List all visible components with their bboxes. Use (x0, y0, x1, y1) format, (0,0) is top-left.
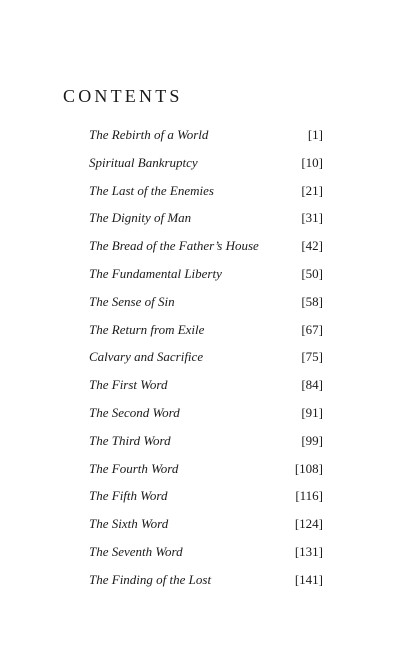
toc-entry-title: Calvary and Sacrifice (89, 349, 204, 365)
toc-entry[interactable] (89, 345, 323, 373)
toc-entry[interactable] (89, 151, 323, 179)
table-of-contents (89, 123, 323, 596)
toc-entry-title: The First Word (89, 377, 168, 393)
toc-entry-page: [91] (301, 404, 323, 420)
toc-entry-title: Spiritual Bankruptcy (89, 154, 198, 170)
toc-entry-page: [67] (301, 321, 323, 337)
toc-entry-page: [141] (294, 571, 323, 587)
toc-entry-title: The Fifth Word (89, 488, 168, 504)
toc-entry[interactable] (89, 234, 323, 262)
toc-entry[interactable] (89, 123, 323, 151)
toc-entry[interactable] (89, 401, 323, 429)
toc-entry-page: [10] (301, 154, 323, 170)
toc-entry-page: [75] (301, 349, 323, 365)
toc-entry-page: [124] (294, 516, 323, 532)
toc-entry[interactable] (89, 540, 323, 568)
toc-entry-title: The Dignity of Man (89, 210, 192, 226)
toc-entry-title: The Second Word (89, 404, 180, 420)
toc-entry-page: [31] (301, 210, 323, 226)
toc-entry-page: [99] (301, 432, 323, 448)
toc-entry-title: The Finding of the Lost (89, 571, 212, 587)
toc-entry[interactable] (89, 429, 323, 457)
toc-entry[interactable] (89, 318, 323, 346)
toc-entry-page: [58] (301, 293, 323, 309)
toc-entry-page: [1] (307, 127, 323, 142)
toc-entry[interactable] (89, 512, 323, 540)
toc-entry-title: The Rebirth of a World (89, 127, 209, 142)
toc-entry-page: [108] (294, 460, 323, 476)
toc-entry[interactable] (89, 290, 323, 318)
toc-entry-title: The Seventh Word (89, 543, 183, 559)
toc-entry-title: The Bread of the Father’s House (89, 238, 259, 254)
toc-entry[interactable] (89, 206, 323, 234)
toc-entry-title: The Fourth Word (89, 460, 179, 476)
toc-entry-page: [84] (301, 377, 323, 393)
toc-entry[interactable] (89, 568, 323, 596)
contents-heading: CONTENTS (63, 86, 183, 106)
toc-entry-page: [42] (301, 238, 323, 254)
toc-entry-title: The Sixth Word (89, 516, 169, 532)
toc-entry-page: [21] (301, 182, 323, 198)
toc-entry[interactable] (89, 484, 323, 512)
toc-entry-page: [50] (301, 265, 323, 281)
toc-entry-title: The Fundamental Liberty (89, 265, 222, 281)
toc-entry-page: [131] (294, 543, 323, 559)
toc-entry-title: The Last of the Enemies (89, 182, 214, 198)
toc-entry-page: [116] (295, 488, 323, 504)
toc-entry-title: The Return from Exile (89, 321, 205, 337)
toc-entry[interactable] (89, 262, 323, 290)
toc-entry[interactable] (89, 373, 323, 401)
toc-entry[interactable] (89, 179, 323, 207)
toc-entry[interactable] (89, 457, 323, 485)
toc-entry-title: The Third Word (89, 432, 171, 448)
toc-entry-title: The Sense of Sin (89, 293, 175, 309)
